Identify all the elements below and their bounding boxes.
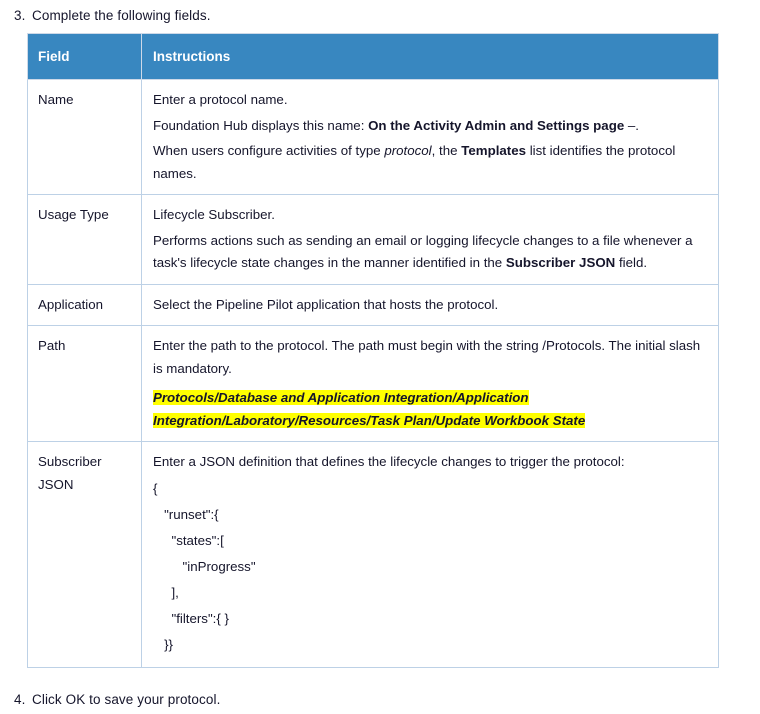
json-code-block	[153, 476, 706, 658]
field-instructions-subscriber-json	[142, 442, 719, 668]
field-label-subscriber-json-line-1: Subscriber	[38, 454, 102, 469]
json-line-2: "runset":{	[153, 506, 219, 522]
path-highlight-line-1: Protocols/Database and Application Integration/Application	[153, 390, 529, 405]
field-instructions-usage-type	[142, 195, 719, 285]
table-row	[28, 442, 719, 668]
field-instructions-name	[142, 80, 719, 195]
column-header-field: Field	[28, 34, 142, 80]
step-4-number: 4.	[14, 692, 26, 707]
name-para-3-tail: list identifies the protocol names.	[153, 143, 676, 181]
field-label-name: Name	[28, 80, 142, 195]
json-line-4: "inProgress"	[153, 558, 256, 574]
table-row	[28, 284, 719, 326]
name-para-3-italic: protocol	[384, 143, 432, 158]
path-highlight-line-2: Integration/Laboratory/Resources/Task Plan/Update Workbook State	[153, 413, 586, 428]
name-para-2-lead: Foundation Hub displays this name:	[153, 117, 369, 133]
json-line-5: ],	[153, 584, 179, 600]
name-para-3-lead: When users configure activities of type	[153, 143, 385, 158]
column-header-instructions: Instructions	[142, 34, 719, 80]
name-para-2-bold: On the Activity Admin and Settings page	[368, 117, 625, 133]
name-para-3-bold: Templates	[461, 143, 527, 158]
application-para-1: Select the Pipeline Pilot application that hosts the protocol.	[153, 296, 499, 312]
step-3	[0, 8, 211, 23]
table-row	[28, 80, 719, 195]
path-highlighted-example	[153, 386, 706, 432]
table-row	[28, 326, 719, 442]
field-instructions-application	[142, 284, 719, 326]
field-label-usage-type: Usage Type	[28, 195, 142, 285]
table-row	[28, 195, 719, 285]
table-body	[28, 80, 719, 668]
field-label-application: Application	[28, 284, 142, 326]
step-3-number: 3.	[14, 8, 26, 23]
step-4	[0, 692, 220, 707]
fields-table-wrapper	[27, 33, 718, 668]
usage-para-2-bold: Subscriber JSON	[505, 255, 616, 270]
json-line-3: "states":[	[153, 532, 224, 548]
name-para-2	[153, 115, 706, 138]
json-line-6: "filters":{ }	[153, 610, 229, 626]
usage-para-2-tail: field.	[615, 255, 648, 270]
step-3-text: Complete the following fields.	[32, 8, 211, 23]
subscriber-json-para-1: Enter a JSON definition that defines the lifecycle changes to trigger the protocol:	[153, 454, 625, 469]
field-label-subscriber-json	[28, 442, 142, 668]
name-para-3-mid: , the	[431, 143, 462, 158]
usage-para-1: Lifecycle Subscriber.	[153, 207, 275, 222]
fields-table	[27, 33, 719, 668]
field-instructions-path	[142, 326, 719, 442]
field-label-subscriber-json-line-2: JSON	[38, 476, 74, 492]
table-header	[28, 34, 719, 80]
table-header-row	[28, 34, 719, 80]
name-para-1: Enter a protocol name.	[153, 92, 288, 107]
path-para-1: Enter the path to the protocol. The path must begin with the string /Protocols. The initial slash is mandatory.	[153, 338, 701, 376]
json-line-1: {	[153, 480, 158, 496]
name-para-3	[153, 140, 706, 185]
step-4-text: Click OK to save your protocol.	[32, 692, 221, 707]
usage-para-2-lead: Performs actions such as sending an email or logging lifecycle changes to a file whenever a task's lifecycle state changes in the manner identified in the	[153, 232, 693, 270]
name-para-2-tail: –.	[624, 117, 640, 133]
json-line-7: }}	[153, 636, 173, 652]
field-label-path: Path	[28, 326, 142, 442]
usage-para-2	[153, 230, 706, 275]
